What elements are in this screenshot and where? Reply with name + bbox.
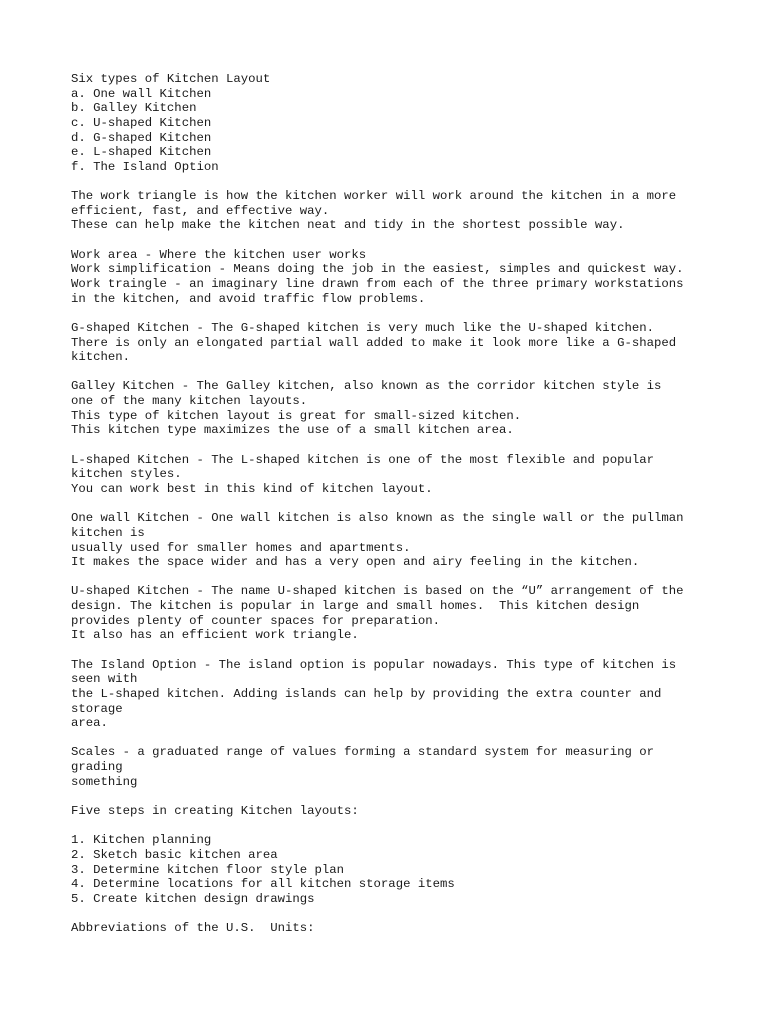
- text-line: Scales - a graduated range of values forming a standard system for measuring or: [71, 745, 654, 760]
- text-line: Work traingle - an imaginary line drawn from each of the three primary workstations: [71, 276, 684, 291]
- text-line: Work area - Where the kitchen user works: [71, 247, 367, 262]
- text-line: design. The kitchen is popular in large and small homes. This kitchen design: [71, 599, 640, 614]
- text-line: kitchen styles.: [71, 467, 182, 482]
- text-line: G-shaped Kitchen - The G-shaped kitchen is very much like the U-shaped kitchen.: [71, 320, 654, 335]
- spacer: [71, 570, 711, 585]
- text-line: storage: [71, 701, 123, 716]
- text-line: The work triangle is how the kitchen worker will work around the kitchen in a more: [71, 189, 677, 204]
- spacer: [71, 819, 711, 834]
- section-heading: Abbreviations of the U.S. Units:: [71, 921, 315, 936]
- text-line: One wall Kitchen - One wall kitchen is also known as the single wall or the pullman: [71, 511, 684, 526]
- text-line: Work simplification - Means doing the job in the easiest, simples and quickest way.: [71, 262, 684, 277]
- island-paragraph: [71, 658, 711, 731]
- list-item: a. One wall Kitchen: [71, 86, 212, 101]
- text-line: It makes the space wider and has a very open and airy feeling in the kitchen.: [71, 555, 640, 570]
- scales-paragraph: [71, 745, 711, 789]
- list-item: d. G-shaped Kitchen: [71, 130, 212, 145]
- section-heading: Five steps in creating Kitchen layouts:: [71, 804, 359, 819]
- text-line: in the kitchen, and avoid traffic flow problems.: [71, 291, 426, 306]
- text-line: area.: [71, 716, 108, 731]
- text-line: kitchen.: [71, 350, 131, 365]
- text-line: grading: [71, 760, 123, 775]
- work-terms-paragraph: [71, 248, 711, 307]
- list-item: 2. Sketch basic kitchen area: [71, 847, 278, 862]
- text-line: one of the many kitchen layouts.: [71, 394, 308, 409]
- one-wall-paragraph: [71, 511, 711, 570]
- text-line: This kitchen type maximizes the use of a small kitchen area.: [71, 423, 514, 438]
- text-line: It also has an efficient work triangle.: [71, 628, 359, 643]
- spacer: [71, 497, 711, 512]
- abbreviations-section: [71, 921, 711, 936]
- text-line: the L-shaped kitchen. Adding islands can help by providing the extra counter and: [71, 686, 662, 701]
- text-line: This type of kitchen layout is great for small-sized kitchen.: [71, 408, 522, 423]
- spacer: [71, 731, 711, 746]
- spacer: [71, 306, 711, 321]
- spacer: [71, 907, 711, 922]
- text-line: usually used for smaller homes and apartments.: [71, 540, 411, 555]
- spacer: [71, 438, 711, 453]
- text-line: You can work best in this kind of kitchen layout.: [71, 481, 433, 496]
- spacer: [71, 365, 711, 380]
- list-item: f. The Island Option: [71, 159, 219, 174]
- text-line: These can help make the kitchen neat and tidy in the shortest possible way.: [71, 218, 625, 233]
- text-line: L-shaped Kitchen - The L-shaped kitchen is one of the most flexible and popular: [71, 452, 654, 467]
- spacer: [71, 174, 711, 189]
- text-line: provides plenty of counter spaces for preparation.: [71, 613, 440, 628]
- list-item: 4. Determine locations for all kitchen storage items: [71, 877, 455, 892]
- kitchen-layout-types: [71, 72, 711, 174]
- list-item: e. L-shaped Kitchen: [71, 145, 212, 160]
- list-item: 1. Kitchen planning: [71, 833, 212, 848]
- g-shaped-paragraph: [71, 321, 711, 365]
- text-line: seen with: [71, 672, 138, 687]
- text-line: The Island Option - The island option is popular nowadays. This type of kitchen is: [71, 657, 677, 672]
- list-item: c. U-shaped Kitchen: [71, 115, 212, 130]
- text-line: Galley Kitchen - The Galley kitchen, also known as the corridor kitchen style is: [71, 379, 662, 394]
- l-shaped-paragraph: [71, 453, 711, 497]
- section-heading: Six types of Kitchen Layout: [71, 72, 271, 86]
- text-line: efficient, fast, and effective way.: [71, 203, 330, 218]
- list-item: b. Galley Kitchen: [71, 101, 197, 116]
- list-item: 3. Determine kitchen floor style plan: [71, 862, 345, 877]
- list-item: 5. Create kitchen design drawings: [71, 891, 315, 906]
- spacer: [71, 643, 711, 658]
- text-line: There is only an elongated partial wall added to make it look more like a G-shaped: [71, 335, 677, 350]
- spacer: [71, 789, 711, 804]
- steps-section: [71, 804, 711, 906]
- text-line: U-shaped Kitchen - The name U-shaped kitchen is based on the “U” arrangement of the: [71, 584, 684, 599]
- spacer: [71, 233, 711, 248]
- text-line: kitchen is: [71, 525, 145, 540]
- galley-paragraph: [71, 379, 711, 438]
- text-line: something: [71, 774, 138, 789]
- u-shaped-paragraph: [71, 584, 711, 643]
- document-page: [71, 72, 711, 936]
- work-triangle-paragraph: [71, 189, 711, 233]
